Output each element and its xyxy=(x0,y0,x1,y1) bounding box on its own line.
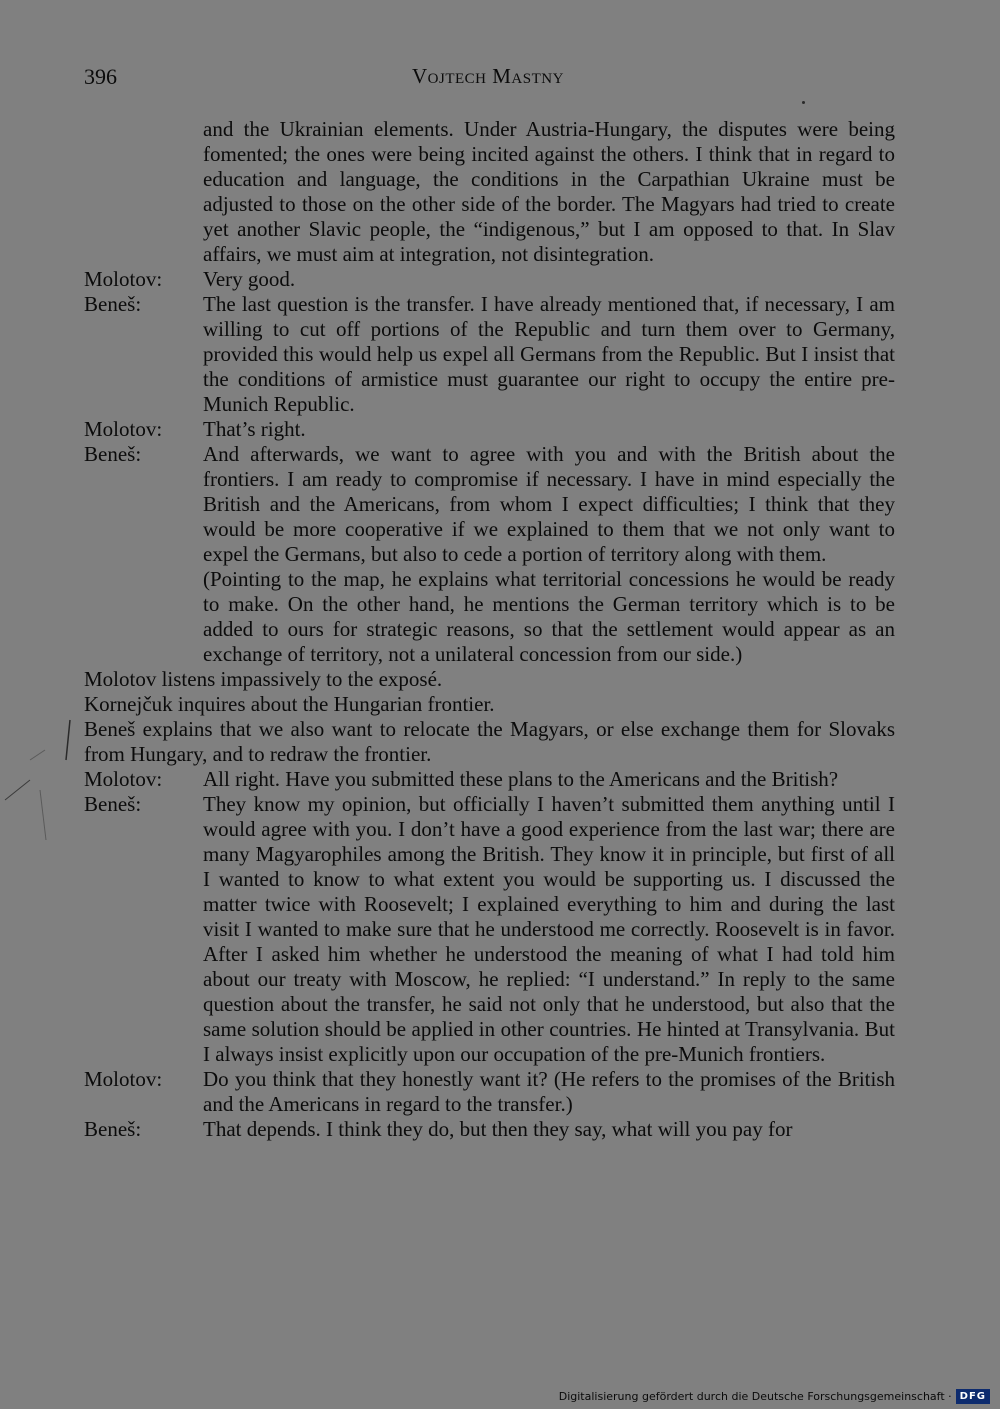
speech-text: All right. Have you submitted these plans to the Americans and the British? xyxy=(203,767,839,791)
stray-dot xyxy=(802,101,805,104)
speaker-label: Molotov: xyxy=(84,1067,163,1091)
dialogue-block xyxy=(84,442,895,567)
speech-text: (Pointing to the map, he explains what territorial concessions he would be ready to make. On the other hand, he mentions the German territory which is to be added to ours for strategic reasons, so that the settlement would appear as an exchange of territory, not a unilateral concession from our side.) xyxy=(203,567,895,666)
speaker-label: Molotov: xyxy=(84,767,163,791)
narration-line: Beneš explains that we also want to relocate the Magyars, or else exchange them for Slovaks from Hungary, and to redraw the frontier. xyxy=(84,717,895,766)
speech-text: The last question is the transfer. I have already mentioned that, if necessary, I am willing to cut off portions of the Republic and turn them over to Germany, provided this would help us expel all Germans from the Republic. But I insist that the conditions of armistice must guarantee our right to occupy the entire pre-Munich Republic. xyxy=(203,292,895,416)
document-body xyxy=(84,117,895,1142)
speech-text: That’s right. xyxy=(203,417,306,441)
running-head: Vojtech Mastny xyxy=(412,64,564,88)
footer-text: Digitalisierung gefördert durch die Deutsche Forschungsgemeinschaft · xyxy=(558,1389,952,1403)
speech-text: And afterwards, we want to agree with you and with the British about the frontiers. I am ready to compromise if necessary. I have in mind especially the British and the Americans, from whom I expect difficulties; I think that they would be more cooperative if we explained to them that we not only want to expel the Germans, but also to cede a portion of territory along with them. xyxy=(203,442,895,566)
speaker-label: Beneš: xyxy=(84,292,142,316)
dialogue-block xyxy=(84,1067,895,1117)
margin-pencil-marks xyxy=(0,100,84,900)
dialogue-block xyxy=(84,1117,895,1142)
dialogue-block xyxy=(84,767,895,792)
speech-text: Very good. xyxy=(203,267,296,291)
dialogue-block xyxy=(84,417,895,442)
dialogue-block xyxy=(84,267,895,292)
speaker-label: Molotov: xyxy=(84,267,163,291)
speech-text: and the Ukrainian elements. Under Austria-Hungary, the disputes were being fomented; the ones were being incited against the others. I think that in regard to education and language, the conditions in the Carpathian Ukraine must be adjusted to those on the other side of the border. The Magyars had tried to create yet another Slavic people, the “indigenous,” but I am opposed to that. In Slav affairs, we must aim at integration, not disintegration. xyxy=(203,117,895,266)
speaker-label: Beneš: xyxy=(84,1117,142,1141)
speech-text: That depends. I think they do, but then they say, what will you pay for xyxy=(203,1117,793,1141)
speech-text: Do you think that they honestly want it? (He refers to the promises of the British and the Americans in regard to the transfer.) xyxy=(203,1067,895,1116)
dialogue-block xyxy=(84,117,895,267)
speaker-label: Beneš: xyxy=(84,442,142,466)
speaker-label: Beneš: xyxy=(84,792,142,816)
narration-line: Kornejčuk inquires about the Hungarian frontier. xyxy=(84,692,495,716)
dialogue-block xyxy=(84,792,895,1067)
stage-direction xyxy=(84,567,895,667)
narration-line: Molotov listens impassively to the exposé. xyxy=(84,667,443,691)
page-number: 396 xyxy=(84,64,117,89)
dialogue-block xyxy=(84,292,895,417)
dfg-logo: DFG xyxy=(956,1389,990,1404)
footer-credit xyxy=(559,1385,990,1407)
speech-text: They know my opinion, but officially I haven’t submitted them anything until I would agree with you. I don’t have a good experience from the last war; there are many Magyarophiles among the British. They know it in principle, but first of all I wanted to know to what extent you would be supporting us. I discussed the matter twice with Roosevelt; I explained everything to him and during the last visit I wanted to make sure that he understood me correctly. Roosevelt is in favor. After I asked him whether he understood the meaning of what I had told him about our treaty with Moscow, he replied: “I understand.” In reply to the same question about the transfer, he said not only that he understood, but also that the same solution should be applied in other countries. He hinted at Transylvania. But I always insist explicitly upon our occupation of the pre-Munich frontiers. xyxy=(203,792,895,1066)
speaker-label: Molotov: xyxy=(84,417,163,441)
